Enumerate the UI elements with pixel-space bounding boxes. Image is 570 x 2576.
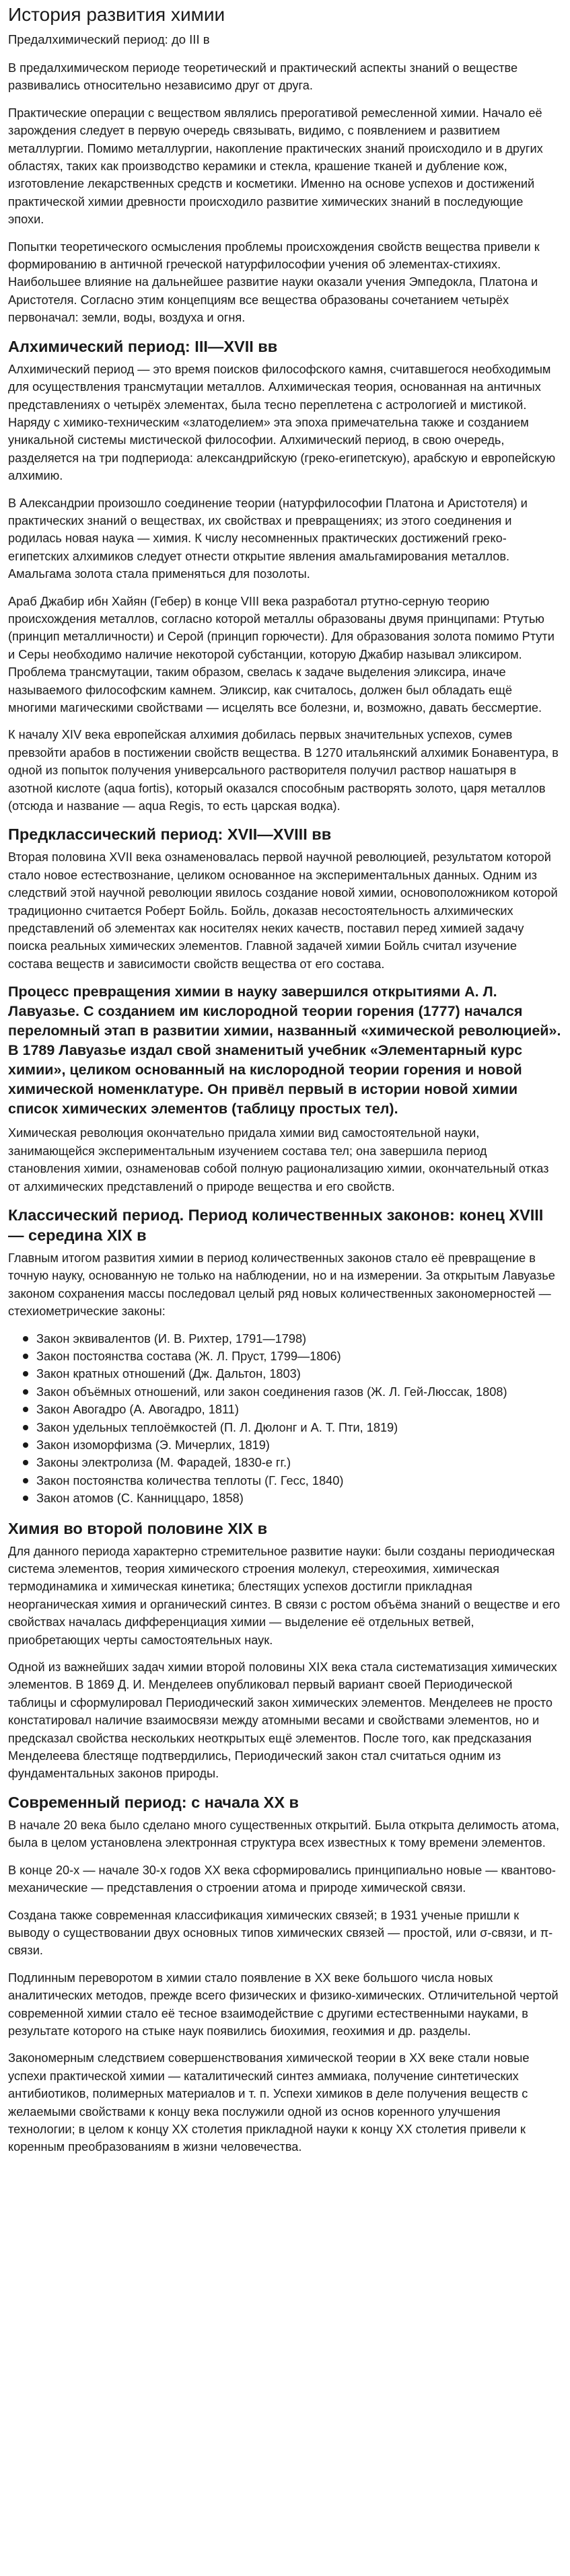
paragraph: Алхимический период — это время поисков философского камня, считавшегося необходимым для осуществления трансмутации металлов. Алхимическая теория, основанная на античных представлениях о четырёх элементах, была тесно переплетена с астрологией и мистикой. Наряду с химико-техническим «златоделием» эта эпоха примечательна также и созданием уникальной системы мистической философии. Алхимический период, в свою очередь, разделяется на три подпериода: александрийскую (греко-египетскую), арабскую и европейскую алхимию. (8, 362, 556, 483)
list-item: Закон атомов (С. Канниццаро, 1858) (36, 1489, 562, 1507)
list-item: Закон удельных теплоёмкостей (П. Л. Дюлонг и А. Т. Пти, 1819) (36, 1419, 562, 1436)
paragraph: Подлинным переворотом в химии стало появление в XX веке большого числа новых аналитических методов, прежде всего физических и физико-химических. Отличительной чертой современной химии стало её тесное взаимодействие с другими естественными науками, в результате которого на стыке наук появились биохимия, геохимия и др. разделы. (8, 1971, 559, 2038)
page-title: История развития химии (8, 4, 225, 25)
paragraph: Одной из важнейших задач химии второй половины XIX века стала систематизация химических элементов. В 1869 Д. И. Менделеев опубликовал первый вариант своей Периодической таблицы и сформулировал Периодический закон химических элементов. Менделеев не просто констатировал наличие взаимосвязи между атомными весами и свойствами элементов, но и предсказал свойства нескольких неоткрытых ещё элементов. После того, как предсказания Менделеева блестяще подтвердились, Периодический закон стал считаться одним из фундаментальных законов природы. (8, 1660, 557, 1781)
page-subtitle: Предалхимический период: до III в (8, 32, 210, 46)
paragraph: В начале 20 века было сделано много существенных открытий. Была открыта делимость атома, была в целом установлена электронная структура всех известных к тому времени элементов. (8, 1818, 560, 1850)
section-heading-alchemy: Алхимический период: III—XVII вв (8, 337, 278, 355)
paragraph: Главным итогом развития химии в период количественных законов стало её превращение в точную науку, основанную не только на наблюдении, но и на измерении. За открытым Лавуазье законом сохранения массы последовал целый ряд новых количественных закономерностей — стехиометрические законы: (8, 1251, 555, 1319)
paragraph: Вторая половина XVII века ознаменовалась первой научной революцией, результатом которой стало новое естествознание, целиком основанное на экспериментальных данных. Одним из следствий этой научной революции явилось создание новой химии, основоположником которой традиционно считается Роберт Бойль. Бойль, доказав несостоятельность алхимических представлений об элементах как носителях неких качеств, поставил перед химией задачу поиска реальных химических элементов. Главной задачей химии Бойль считал изучение состава веществ и зависимости свойств вещества от его состава. (8, 850, 558, 971)
paragraph: Попытки теоретического осмысления проблемы происхождения свойств вещества привели к формированию в античной греческой натурфилософии учения об элементах-стихиях. Наибольшее влияние на дальнейшее развитие науки оказали учения Эмпедокла, Платона и Аристотеля. Согласно этим концепциям все вещества образованы сочетанием четырёх первоначал: земли, воды, воздуха и огня. (8, 240, 540, 325)
paragraph: В Александрии произошло соединение теории (натурфилософии Платона и Аристотеля) и практических знаний о веществах, их свойствах и превращениях; из этого соединения и родилась новая наука — химия. К числу несомненных практических достижений греко-египетских алхимиков следует отнести открытие явления амальгамирования металлов. Амальгама золота стала применяться для позолоты. (8, 496, 528, 581)
lavoisier-lead: Процесс превращения химии в науку завершился открытиями А. Л. Лавуазье. С созданием им кислородной теории горения (1777) начался переломный этап в развитии химии, названный «химической революцией». В 1789 Лавуазье издал свой знаменитый учебник «Элементарный курс химии», целиком основанный на кислородной теории горения и новой химической номенклатуре. Он привёл первый в истории новой химии список химических элементов (таблицу простых тел). (8, 984, 561, 1117)
paragraph: Практические операции с веществом являлись прерогативой ремесленной химии. Начало её зарождения следует в первую очередь связывать, видимо, с появлением и развитием металлургии. Помимо металлургии, накопление практических знаний происходило и в других областях, таких как производство керамики и стекла, крашение тканей и дубление кож, изготовление лекарственных средств и косметики. Именно на основе успехов и достижений практической химии древности происходило развитие химических знаний в последующие эпохи. (8, 106, 543, 227)
paragraph: Для данного периода характерно стремительное развитие науки: были созданы периодическая система элементов, теория химического строения молекул, стереохимия, химическая термодинамика и химическая кинетика; блестящих успехов достигли прикладная неорганическая химия и органический синтез. В связи с ростом объёма знаний о веществе и его свойствах началась дифференциация химии — выделение её отдельных ветвей, приобретающих черты самостоятельных наук. (8, 1544, 561, 1647)
list-item: Закон эквивалентов (И. В. Рихтер, 1791—1798) (36, 1330, 562, 1348)
paragraph: К началу XIV века европейская алхимия добилась первых значительных успехов, сумев превзойти арабов в постижении свойств вещества. В 1270 итальянский алхимик Бонавентура, в одной из попыток получения универсального растворителя получил раствор нашатыря в азотной кислоте (aqua fortis), который оказался способным растворять золото, царя металлов (отсюда и название — aqua Regis, то есть царская водка). (8, 728, 559, 813)
list-item: Закон Авогадро (А. Авогадро, 1811) (36, 1401, 562, 1418)
list-item: Закон постоянства количества теплоты (Г. Гесс, 1840) (36, 1472, 562, 1489)
paragraph: Араб Джабир ибн Хайян (Гебер) в конце VIII века разработал ртутно-серную теорию происхождения металлов, согласно которой металлы образованы двумя принципами: Ртутью (принцип металличности) и Серой (принцип горючести). Для образования золота помимо Ртути и Серы необходимо наличие некоторой субстанции, которую Джабир называл эликсиром. Проблема трансмутации, таким образом, свелась к задаче выделения эликсира, иначе называемого философским камнем. Эликсир, как считалось, должен был обладать ещё многими магическими свойствами — исцелять все болезни, и, возможно, давать бессмертие. (8, 594, 555, 714)
section-heading-classical: Классический период. Период количественных законов: конец XVIII — середина XIX в (8, 1206, 544, 1244)
list-item: Закон постоянства состава (Ж. Л. Пруст, 1799—1806) (36, 1348, 562, 1365)
list-item: Закон изоморфизма (Э. Мичерлих, 1819) (36, 1436, 562, 1454)
paragraph: В конце 20-х — начале 30-х годов XX века сформировались принципиально новые — квантово-механические — представления о строении атома и природе химической связи. (8, 1863, 556, 1895)
paragraph: Закономерным следствием совершенствования химической теории в XX веке стали новые успехи практической химии — каталитический синтез аммиака, получение синтетических антибиотиков, полимерных материалов и т. п. Успехи химиков в деле получения веществ с желаемыми свойствами к концу века послужили одной из основ коренного улучшения технологии; в целом к концу XX столетия прикладной науки к концу XX столетия привели к коренным преобразованиям в жизни человечества. (8, 2051, 530, 2154)
list-item: Закон кратных отношений (Дж. Дальтон, 1803) (36, 1365, 562, 1383)
section-heading-modern: Современный период: с начала XX в (8, 1793, 299, 1811)
list-item: Закон объёмных отношений, или закон соединения газов (Ж. Л. Гей-Люссак, 1808) (36, 1383, 562, 1401)
section-heading-preclassical: Предклассический период: XVII—XVIII вв (8, 825, 332, 844)
laws-list (8, 1330, 562, 1508)
paragraph: В предалхимическом периоде теоретический и практический аспекты знаний о веществе развивались относительно независимо друг от друга. (8, 61, 518, 93)
paragraph: Химическая революция окончательно придала химии вид самостоятельной науки, занимающейся экспериментальным изучением состава тел; она завершила период становления химии, ознаменовав собой полную рационализацию химии, окончательный отказ от алхимических представлений о природе вещества и его свойств. (8, 1126, 549, 1193)
section-heading-second-half-xix: Химия во второй половине XIX в (8, 1519, 268, 1537)
paragraph: Создана также современная классификация химических связей; в 1931 ученые пришли к выводу о существовании двух основных типов химических связей — простой, или σ-связи, и π-связи. (8, 1908, 553, 1958)
list-item: Законы электролиза (М. Фарадей, 1830-е гг.) (36, 1454, 562, 1471)
